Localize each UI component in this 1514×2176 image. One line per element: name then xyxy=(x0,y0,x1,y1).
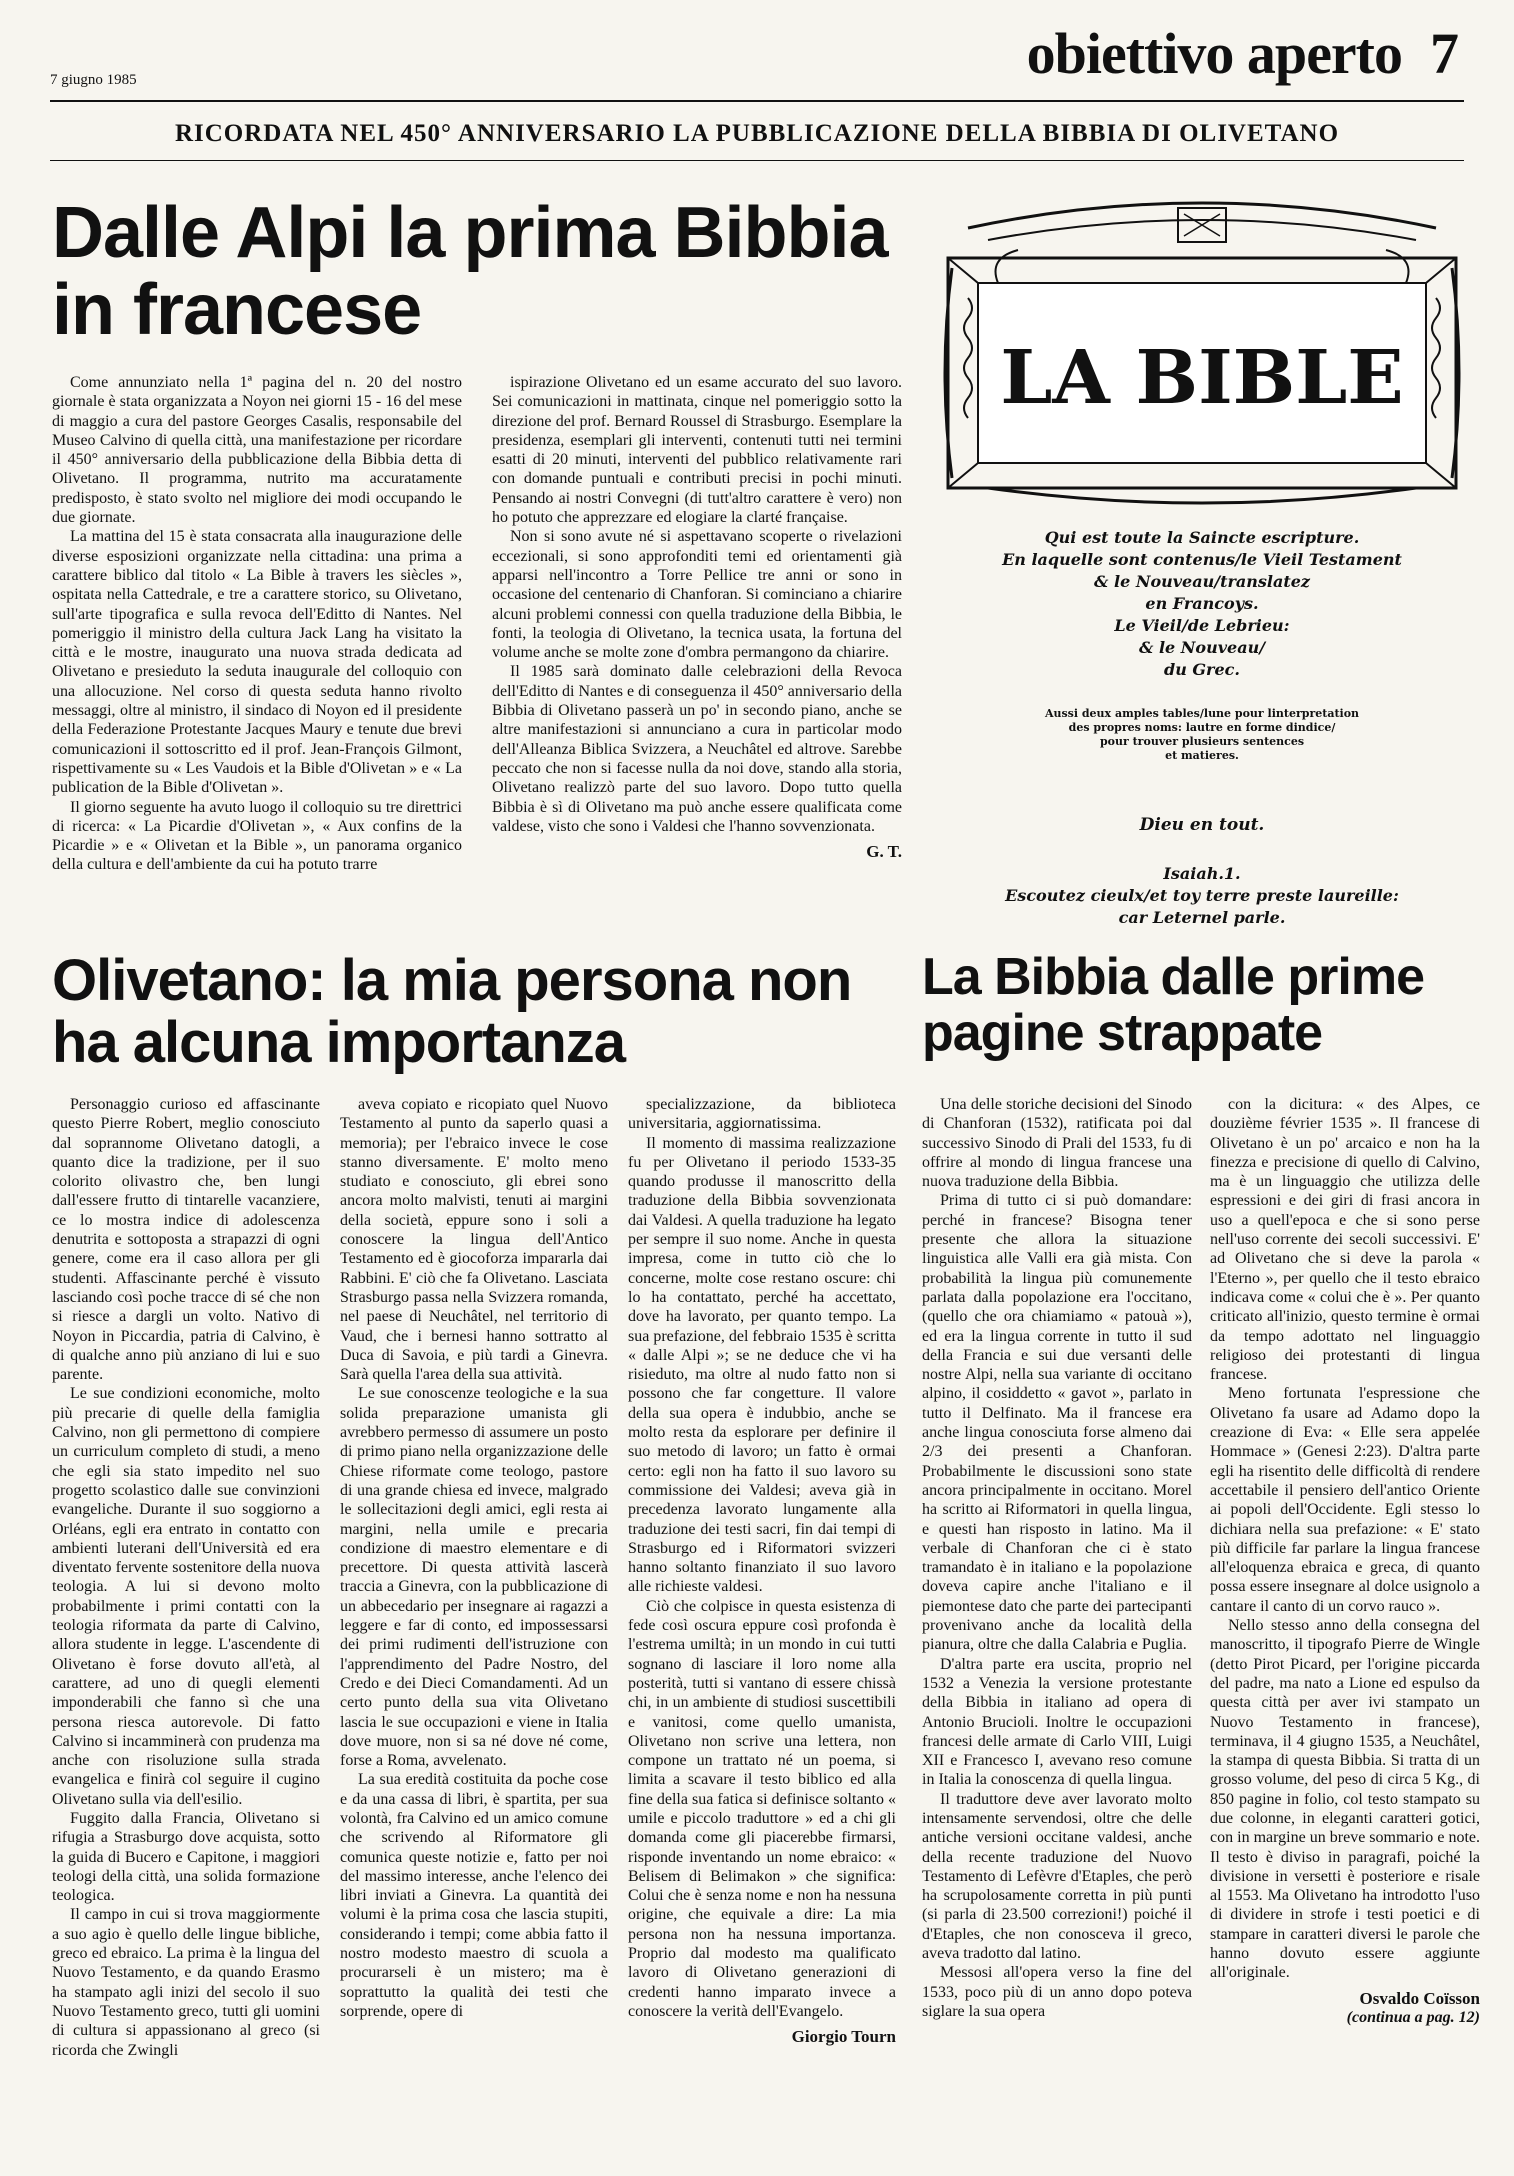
paragraph: La mattina del 15 è stata consacrata alla inaugurazione delle diverse esposizioni organizzate nella cittadina: una prima a carattere biblico dal titolo « La Bible à travers les siècles », ospitata nella Cattedrale, e tre a carattere storico, su Olivetano, sull'arte tipografica e sulla revoca dell'Editto di Nantes. Nel pomeriggio il ministro della cultura Jack Lang ha visitato la città e le mostre, inaugurato una nuova strada dedicata ad Olivetano e presieduto la seduta inaugurale del colloquio con una allocuzione. Nel corso di questa seduta hanno rivolto messaggi, oltre al ministro, il sindaco di Noyon ed il presidente della Federazione Protestante Jacques Maury e tenute due brevi comunicazioni il sottoscritto ed il prof. Jean-François Gilmont, rispettivamente su « Les Vaudois et la Bible d'Olivetan » e « La publication de la Bible d'Olivetan ». xyxy=(52,528,462,797)
bible-line: & le Nouveau/translatez xyxy=(1093,572,1311,591)
paragraph: Una delle storiche decisioni del Sinodo di Chanforan (1532), ratificata poi dal successivo Sinodo di Prali del 1533, fu di offrire al mondo di lingua francese una nuova traduzione della Bibbia. xyxy=(922,1096,1192,1191)
bible-line: Qui est toute la Saincte escripture. xyxy=(1044,528,1360,547)
issue-date: 7 giugno 1985 xyxy=(50,72,137,88)
paragraph: Il giorno seguente ha avuto luogo il colloquio su tre direttrici di ricerca: « La Picardie d'Olivetan », « Aux confins de la Picardie » e « Olivetan et la Bible », un panorama organico della cultura e dell'ambiente da cui ha potuto trarre xyxy=(52,798,462,874)
paragraph: Personaggio curioso ed affascinante questo Pierre Robert, meglio conosciuto dal soprannome Olivetano datogli, a quanto dice la tradizione, per il suo colorito olivastro che, ben lungi dall'essere frutto di tintarelle vacanziere, ce lo mostra indice di adolescenza denutrita e sottoposta a strapazzi di ogni genere, come era il caso allora per gli studenti. Affascinante perché è vissuto lasciando così poche tracce di sé che non si riesce a dargli un volto. Nativo di Noyon in Piccardia, patria di Calvino, è di qualche anno più anziano di lui e suo parente. xyxy=(52,1096,320,1384)
paragraph: Come annunziato nella 1ª pagina del n. 20 del nostro giornale è stata organizzata a Noyon nei giorni 15 - 16 del mese di maggio a cura del pastore Georges Casalis, responsabile del Museo Calvino di quella città, una manifestazione per ricordare il 450° anniversario della pubblicazione della Bibbia detta di Olivetano. Il programma, nutrito ma accuratamente predisposto, è stato svolto nel migliore dei modi occupando le due giornate. xyxy=(52,374,462,527)
paragraph: Nello stesso anno della consegna del manoscritto, il tipografo Pierre de Wingle (detto Pirot Picard, per l'origine piccarda del padre, ma nato a Lione ed espulso da questa città per aver ivi stampato un Nuovo Testamento in francese), terminava, il 4 giugno 1535, a Neuchâtel, la stampa di questa Bibbia. Si tratta di un grosso volume, del peso di circa 5 Kg., di 850 pagine in folio, col testo stampato su due colonne, in eleganti caratteri gotici, con in margine un breve sommario e note. Il testo è diviso in paragrafi, poiché la divisione in versetti è posteriore e risale al 1553. Ma Olivetano ha introdotto l'uso di dividere in strofe i testi poetici e di stampare in caratteri diversi le parole che hanno dovuto essere aggiunte all'originale. xyxy=(1210,1617,1480,1982)
section-title: obiettivo aperto xyxy=(1026,21,1402,86)
paragraph: Il campo in cui si trova maggiormente a suo agio è quello delle lingue bibliche, greco ed ebraico. La prima è la lingua del Nuovo Testamento, e da quando Erasmo ha stampato agli inizi del secolo il suo Nuovo Testamento greco, tutti gli uomini di cultura si appassionano al greco (si ricorda che Zwingli xyxy=(52,1906,320,2059)
supertitle-rule xyxy=(50,160,1464,161)
paragraph: Il 1985 sarà dominato dalle celebrazioni della Revoca dell'Editto di Nantes e di conseguenza il 450° anniversario della Bibbia di Olivetano passerà un po' in secondo piano, anche se altre manifestazioni si annunciano a cura in particolar modo dell'Alleanza Biblica Svizzera, a Neuchâtel ed altrove. Sarebbe peccato che non si facesse nulla da noi dove, stando alla storia, Olivetano realizzò parte del suo lavoro. Dopo tutto quella Bibbia è sì di Olivetano ma può anche essere qualificata come valdese, visto che sono i Valdesi che l'hanno sovvenzionata. xyxy=(492,663,902,835)
article2-signature: Giorgio Tourn xyxy=(791,2027,896,2047)
bible-line: Le Vieil/de Lebrieu: xyxy=(1114,616,1290,635)
article3-signature: Osvaldo Coïsson xyxy=(1359,1988,1480,2008)
bible-description xyxy=(928,527,1476,681)
bible-tables-note xyxy=(928,707,1476,763)
article3-headline: La Bibbia dalle prime pagine strappate xyxy=(922,948,1425,1062)
bible-line: En laquelle sont contenus/le Vieil Testament xyxy=(1002,550,1402,569)
bible-small-line: Aussi deux amples tables/lune pour linterpretation xyxy=(1044,707,1360,720)
bible-line: en Francoys. xyxy=(1145,594,1259,613)
bible-verse-line: Escoutez cieulx/et toy terre preste laureille: xyxy=(1005,886,1399,905)
bible-motto: Dieu en tout. xyxy=(1139,815,1265,835)
paragraph: La sua eredità costituita da poche cose e da una cassa di libri, è spartita, per sua volontà, fra Calvino ed un amico comune che scrivendo al Riformatore gli comunica queste notizie e, fatto per noi del massimo interesse, anche l'elenco dei libri inviati a Ginevra. La quantità dei volumi è la prima cosa che lascia stupiti, considerando i tempi; come abbia fatto il nostro modesto maestro di scuola a procurarseli è un mistero; ma è soprattutto la qualità dei testi che sorprende, opere di xyxy=(340,1771,608,2020)
article1-headline: Dalle Alpi la prima Bibbia in francese xyxy=(52,193,888,351)
bible-small-line: des propres noms: lautre en forme dindice/ xyxy=(1068,721,1336,734)
paragraph: Non si sono avute né si aspettavano scoperte o rivelazioni eccezionali, si sono approfonditi temi ed orientamenti già apparsi nell'incontro a Torre Pellice tre anni or sono in occasione del centenario di Chanforan. Si cominciano a chiarire alcuni problemi connessi con quella traduzione della Bibbia, le fonti, la teologia di Olivetano, la tecnica usata, la fortuna del volume anche se molte zone d'ombra permangono da chiarire. xyxy=(492,528,902,662)
bible-verse xyxy=(928,863,1476,929)
top-rule xyxy=(50,100,1464,102)
article3-column-2 xyxy=(1210,1095,1480,2155)
article1-column-1 xyxy=(52,373,462,935)
paragraph: specializzazione, da biblioteca universitaria, aggiornatissima. xyxy=(628,1096,896,1133)
page-number: 7 xyxy=(1430,21,1458,86)
paragraph: Fuggito dalla Francia, Olivetano si rifugia a Strasburgo dove acquista, sotto la guida di Bucero e Capitone, i maggiori teologi della città, una solida formazione teologica. xyxy=(52,1809,320,1905)
paragraph: Le sue condizioni economiche, molto più precarie di quelle della famiglia Calvino, non gli permettono di compiere un curriculum completo di studi, a meno che egli sia stato impedito nel suo progetto scolastico dalle sue convinzioni evangeliche. Durante il suo soggiorno a Orléans, egli era entrato in contatto con ambienti luterani dell'Università ed era diventato fervente sostenitore della nuova teologia. A lui si devono molto probabilmente i primi contatti con la teologia riformata da parte di Calvino, allora studente in legge. L'ascendente di Olivetano è forse dovuto all'età, al carattere, ad uno di quegli elementi imponderabili che fanno sì che una persona riesca autorevole. Di fatto Calvino si incamminerà con prudenza ma anche con risoluzione sulla strada evangelica e finirà col seguire il cugino Olivetano sulla via dell'esilio. xyxy=(52,1385,320,1808)
article3-column-1 xyxy=(922,1095,1192,2155)
bible-small-line: et matieres. xyxy=(1165,749,1239,762)
bible-title: LA BIBLE xyxy=(1000,335,1404,421)
article2-column-3 xyxy=(628,1095,896,2155)
bible-frame-illustration xyxy=(928,188,1476,518)
bible-small-line: pour trouver plusieurs sentences xyxy=(1099,735,1305,748)
paragraph: ispirazione Olivetano ed un esame accurato del suo lavoro. Sei comunicazioni in mattinata, cinque nel pomeriggio sotto la direzione del prof. Bernard Roussel di Strasburgo. Esemplare la presidenza, esemplari gli interventi, contenuti tutti nei termini esatti di 20 minuti, interventi del pubblico relativamente rari con domande puntuali e contributi precisi in pochi minuti. Pensando ai nostri Convegni (di tutt'altro carattere è vero) non ho potuto che apprezzare ed elogiare la clarté française. xyxy=(492,374,902,527)
bible-line: du Grec. xyxy=(1164,660,1240,679)
article2-column-2 xyxy=(340,1095,608,2155)
bible-line: & le Nouveau/ xyxy=(1138,638,1266,657)
supertitle: RICORDATA NEL 450° ANNIVERSARIO LA PUBBLICAZIONE DELLA BIBBIA DI OLIVETANO xyxy=(174,120,1340,147)
bible-verse-line: Isaiah.1. xyxy=(1163,864,1241,883)
paragraph: Il traduttore deve aver lavorato molto intensamente servendosi, oltre che delle antiche versioni occitane valdesi, anche della recente traduzione del Nuovo Testamento di Lefèvre d'Etaples, che però ha scrupolosamente corretta in più punti (si parla di 23.500 correzioni!) poiché il d'Etaples, che non conosceva il greco, aveva tradotto dal latino. xyxy=(922,1790,1192,1963)
bible-title-page xyxy=(928,188,1476,927)
paragraph: Meno fortunata l'espressione che Olivetano fa usare ad Adamo dopo la creazione di Eva: « Elle sera appelée Hommace » (Genesi 2:23). D'altra parte egli ha risentito delle difficoltà di rendere accettabile il pensiero dell'antico Oriente ai popoli dell'Occidente. Egli stesso lo dichiara nella sua prefazione: « E' stato più difficile far parlare la lingua francese all'eloquenza ebraica e greca, di quanto possa essere insegnare al dolce usignolo a cantare il canto di un corvo rauco ». xyxy=(1210,1385,1480,1615)
paragraph: D'altra parte era uscita, proprio nel 1532 a Venezia la versione protestante della Bibbia in italiano ad opera di Antonio Brucioli. Inoltre le occupazioni francesi delle armate di Carlo VIII, Luigi XII e Francesco I, avevano reso comune in Italia la conoscenza di quella lingua. xyxy=(922,1655,1192,1789)
continued-note: (continua a pag. 12) xyxy=(1346,2008,1480,2026)
paragraph: Ciò che colpisce in questa esistenza di fede così oscura eppure così profonda è l'estrema umiltà; in un mondo in cui tutti sognano di lasciare il loro nome alla posterità, tutti si vantano di essere chissà chi, in un ambiente di studiosi suscettibili e vanitosi, come quello umanista, Olivetano non scrive una lettera, non compone un trattato né un poema, si limita a scavare il testo biblico ed alla fine della sua fatica si definisce soltanto « umile e piccolo traduttore » ed a chi gli domanda come gli piacerebbe firmarsi, risponde inventando un nome ebraico: « Belisem di Belimakon » che significa: Colui che è senza nome e non ha nessuna origine, che equivale a dire: La mia persona non ha nessuna importanza. Proprio dal modesto ma qualificato lavoro di Olivetano generazioni di credenti hanno imparato invece a conoscere la verità dell'Evangelo. xyxy=(628,1597,896,2020)
paragraph: aveva copiato e ricopiato quel Nuovo Testamento al punto da saperlo quasi a memoria); per l'ebraico invece le cose stanno diversamente. E' molto meno studiato e conosciuto, gli ebrei sono ancora molto malvisti, tenuti ai margini della società, eppure sono i soli a conoscere la lingua dell'Antico Testamento ed è giocoforza impararla dai Rabbini. E' ciò che fa Olivetano. Lasciata Strasburgo passa nella Svizzera romanda, nel paese di Neuchâtel, nel territorio di Vaud, che i bernesi hanno sottratto al Duca di Savoia, e più tardi a Ginevra. Sarà quella l'area della sua attività. xyxy=(340,1096,608,1384)
bible-verse-line: car Leternel parle. xyxy=(1118,908,1286,927)
paragraph: Messosi all'opera verso la fine del 1533, poco più di un anno dopo poteva siglare la sua opera xyxy=(922,1964,1192,2020)
article2-headline: Olivetano: la mia persona non ha alcuna importanza xyxy=(52,948,852,1076)
article1-signature: G. T. xyxy=(866,842,902,862)
paragraph: Prima di tutto ci si può domandare: perché in francese? Bisogna tener presente che allora la situazione linguistica alle Valli era già mista. Con probabilità la lingua più comunemente parlata dalla popolazione era l'occitano, (quello che ora chiamiamo « patouà »), ed era la lingua corrente in tutto il sud della Francia e sui due versanti delle nostre Alpi, nella sua variante di occitano alpino, il cosiddetto « gavot », parlato in tutto il Delfinato. Ma il francese era anche lingua conosciuta forse almeno dai 2/3 dei presenti a Chanforan. Probabilmente le discussioni sono state ancora principalmente in occitano. Morel ha scritto ai Riformatori in quella lingua, e questi han risposto in latino. Ma il verbale di Chanforan che ci è stato tramandato è in italiano e la popolazione doveva capire anche l'italiano e il piemontese dato che parte dei partecipanti provenivano anche da località della pianura, oltre che dalla Calabria e Puglia. xyxy=(922,1192,1192,1654)
article2-column-1 xyxy=(52,1095,320,2155)
paragraph: Il momento di massima realizzazione fu per Olivetano il periodo 1533-35 quando produsse il manoscritto della traduzione della Bibbia sovvenzionata dai Valdesi. A quella traduzione ha legato per sempre il suo nome. Anche in questa impresa, come in tutto ciò che lo concerne, molte cose restano oscure: chi lo ha contattato, perché ha accettato, dove ha lavorato, per quanto tempo. La sua prefazione, del febbraio 1535 è scritta « dalle Alpi »; se ne deduce che vi ha risieduto, ma oltre al nudo fatto non si possono che far congetture. Il valore della sua opera è indubbio, anche se molto resta da esplorare per definire il suo metodo di lavoro; un fatto è ormai certo: egli non ha fatto il suo lavoro su commissione dei Valdesi; aveva già in precedenza lavorato lungamente alla traduzione dei testi sacri, fin dai tempi di Strasburgo ed i Riformatori svizzeri hanno soltanto finanziato il suo lavoro alle richieste valdesi. xyxy=(628,1134,896,1596)
article1-column-2 xyxy=(492,373,902,935)
paragraph: con la dicitura: « des Alpes, ce douzième février 1535 ». Il francese di Olivetano è un po' arcaico e non ha la finezza e precisione di quello di Calvino, ma è un linguaggio che utilizza delle espressioni e dei giri di frasi ancora in uso a quell'epoca e che si sono perse nell'uso corrente dei secoli successivi. E' ad Olivetano che si deve la parola « l'Eterno », per quello che il testo ebraico indicava come « colui che è ». Per quanto criticato all'inizio, questo termine è ormai da tempo adottato nel linguaggio religioso dei protestanti di lingua francese. xyxy=(1210,1096,1480,1384)
masthead xyxy=(1027,20,1458,87)
paragraph: Le sue conoscenze teologiche e la sua solida preparazione umanista gli avrebbero permesso di assumere un posto di primo piano nella organizzazione delle Chiese riformate come teologo, pastore di una grande chiesa ed invece, malgrado le sollecitazioni degli amici, egli resta ai margini, nella umile e precaria condizione di maestro elementare e di precettore. Di questa attività lascerà traccia a Ginevra, con la pubblicazione di un abbecedario per insegnare ai ragazzi a leggere e far di conto, ed impossessarsi dei primi rudimenti dell'istruzione con l'apprendimento del Padre Nostro, del Credo e dei Dieci Comandamenti. Ad un certo punto della sua vita Olivetano lascia le sue occupazioni e viene in Italia dove muore, non si sa né dove né come, forse a Roma, avvelenato. xyxy=(340,1385,608,1770)
